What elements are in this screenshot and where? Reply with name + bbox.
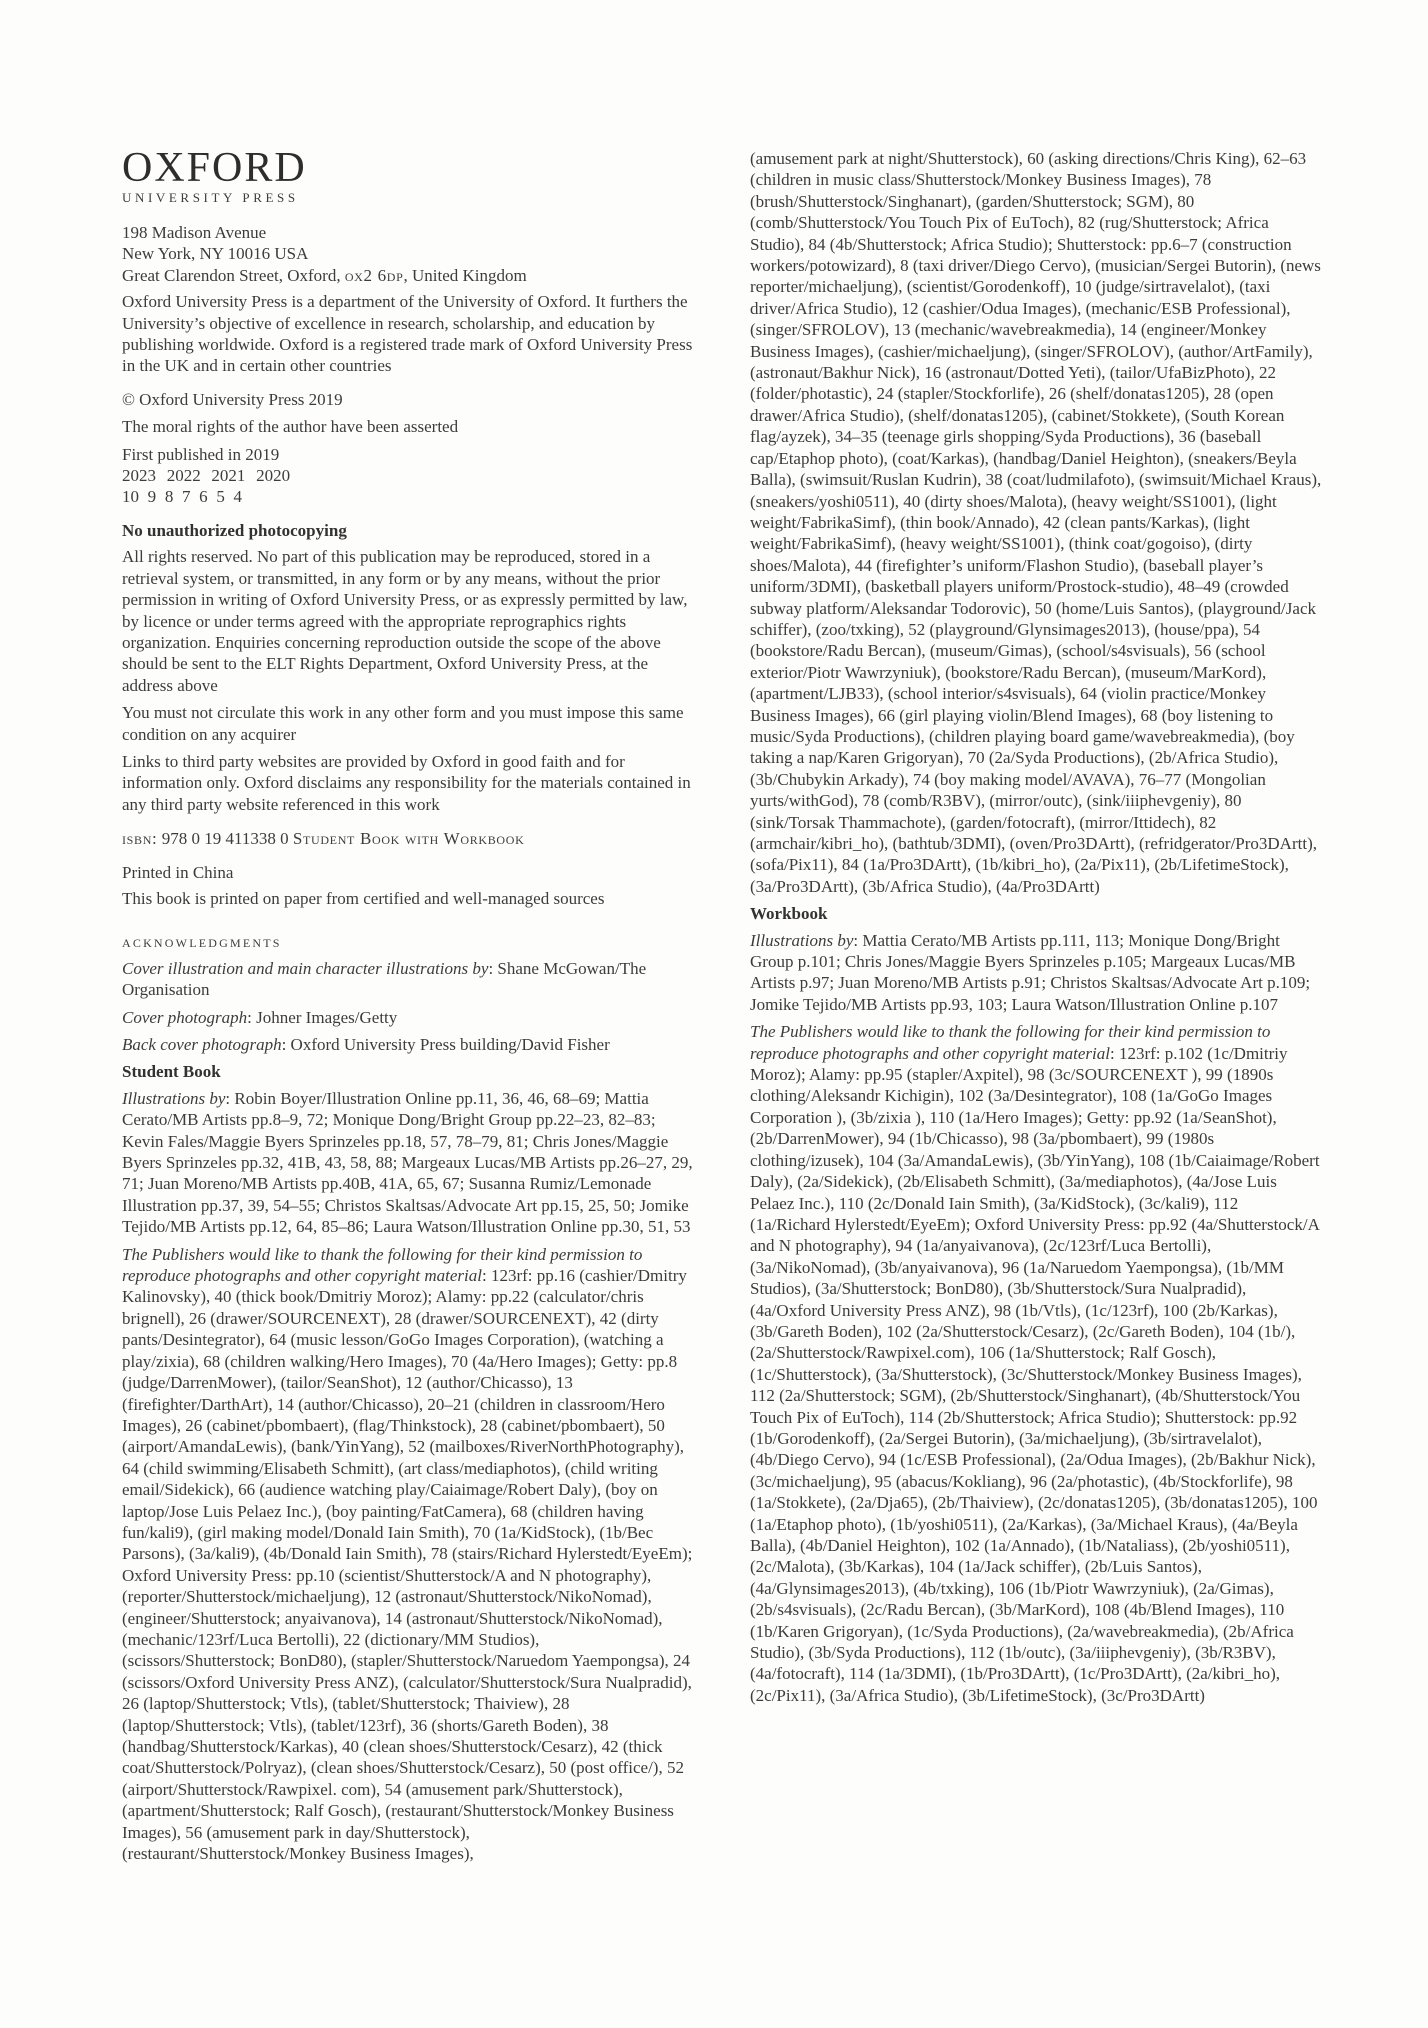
cover-photograph-credit (122, 1007, 694, 1028)
isbn-number: 978 0 19 411338 0 (157, 829, 293, 849)
postcode: ox2 6dp (344, 265, 404, 285)
printed-in-line: Printed in China (122, 862, 234, 882)
address-line-3: Great Clarendon Street, Oxford, (122, 265, 345, 285)
back-cover-photograph-credit (122, 1034, 694, 1055)
address-line-3-end: , United Kingdom (403, 265, 527, 285)
cover-illustration-label: Cover illustration and main character illustrations by (122, 958, 489, 978)
rights-reserved-paragraph: All rights reserved. No part of this publication may be reproduced, stored in a retrieval system, or transmitted, in any form or by any means, without the prior permission in writing of Oxford University Press, or as expressly permitted by law, by licence or under terms agreed with the appropriate reprographics rights organization. Enquiries concerning reproduction outside the scope of the above should be sent to the ELT Rights Department, Oxford University Press, at the address above (122, 547, 688, 695)
isbn-book-title: Student Book with Workbook (292, 829, 525, 849)
logo-subtitle: UNIVERSITY PRESS (122, 190, 299, 205)
workbook-photo-credits (750, 1021, 1322, 1706)
publishers-thanks-label: The Publishers would like to thank the following for their kind permission to reproduce photographs and other copyright material (122, 1244, 643, 1286)
logo-wordmark: OXFORD (122, 145, 307, 191)
illustrations-by-value: : Robin Boyer/Illustration Online pp.11, 36, 46, 68–69; Mattia Cerato/MB Artists pp.8–9, 72; Monique Dong/Bright Group pp.22–23, 82–83; Kevin Fales/Maggie Byers Sprinzeles pp.18, 57, 78–79, 81; Chris Jones/Maggie Byers Sprinzeles pp.32, 41B, 43, 58, 88; Margeaux Lucas/MB Artists pp.26–27, 29, 71; Juan Moreno/MB Artists pp.40B, 41A, 65, 67; Susanna Rumiz/Lemonade Illustration pp.37, 39, 54–55; Christos Skaltsas/Advocate Art pp.15, 25, 50; Jomike Tejido/MB Artists pp.12, 64, 85–86; Laura Watson/Illustration Online pp.30, 51, 53 (122, 1088, 693, 1237)
workbook-illustrations-credit (750, 930, 1322, 1016)
copyright-notice: © Oxford University Press 2019 (122, 389, 343, 409)
years-line: 2023 2022 2021 2020 (122, 466, 291, 486)
cover-illustration-credit (122, 958, 694, 1001)
illustrations-by-label: Illustrations by (122, 1088, 226, 1108)
department-paragraph: Oxford University Press is a department of the University of Oxford. It furthers the University’s objective of excellence in research, scholarship, and education by publishing worldwide. Oxford is a registered trade mark of Oxford University Press in the UK and in certain other countries (122, 292, 693, 376)
third-party-links-paragraph: Links to third party websites are provided by Oxford in good faith and for information only. Oxford disclaims any responsibility for the materials contained in any third party website referenced in this work (122, 751, 691, 814)
impression-line: 10 9 8 7 6 5 4 (122, 487, 243, 507)
workbook-publishers-label: The Publishers would like to thank the following for their kind permission to reproduce photographs and other copyright material (750, 1022, 1271, 1063)
cover-illustration-value: : Shane McGowan/The Organisation (122, 958, 647, 1000)
workbook-heading: Workbook (750, 904, 828, 924)
edition-block (122, 444, 694, 508)
oxford-university-press-logo (122, 145, 694, 205)
student-book-illustrations-credit (122, 1088, 694, 1238)
two-column-layout (122, 145, 1328, 1864)
workbook-illustrations-value: : Mattia Cerato/MB Artists pp.111, 113; Monique Dong/Bright Group p.101; Chris Jones/Maggie Byers Sprinzeles p.105; Margeaux Lucas/MB Artists p.97; Juan Moreno/MB Artists p.91; Christos Skaltsas/Advocate Art p.109; Jomike Tejido/MB Artists pp.93, 103; Laura Watson/Illustration Online p.107 (750, 930, 1311, 1014)
photocopy-heading: No unauthorized photocopying (122, 520, 347, 540)
moral-rights-line: The moral rights of the author have been asserted (122, 417, 459, 437)
first-published-line: First published in 2019 (122, 444, 280, 464)
cover-photograph-label: Cover photograph (122, 1007, 248, 1027)
acknowledgments-heading: acknowledgments (122, 932, 282, 952)
address-line-1: 198 Madison Avenue (122, 223, 267, 242)
workbook-illustrations-label: Illustrations by (750, 930, 854, 950)
address-line-2: New York, NY 10016 USA (122, 244, 309, 264)
workbook-publishers-value: : 123rf: p.102 (1c/Dmitriy Moroz); Alamy: pp.95 (stapler/Axpitel), 98 (3c/SOURCENEXT ), 99 (1890s clothing/Aleksandr Kichigin), 102 (3a/Desintegrator), 108 (1a/GoGo Images Corporation ), (3b/zixia ), 110 (1a/Hero Images); Getty: pp.92 (1a/SeanShot), (2b/DarrenMower), 94 (1b/Chicasso), 98 (3a/pbombaert), 99 (1980s clothing/izusek), 104 (3a/AmandaLewis), (3b/YinYang), 108 (1b/Caiaimage/Robert Daly), (2a/Sidekick), (2b/Elisabeth Schmitt), (3a/mediaphotos), (4a/Jose Luis Pelaez Inc.), 110 (2c/Donald Iain Smith), (3a/KidStock), (3c/kali9), 112 (1a/Richard Hylerstedt/EyeEm); Oxford University Press: pp.92 (4a/Shutterstock/A and N photography), 94 (1a/anyaivanova), (2c/123rf/Luca Bertolli), (3a/NikoNomad), (3b/anyaivanova), 96 (1a/Naruedom Yaempongsa), (1b/MM Studios), (3a/Shutterstock; BonD80), (3b/Shutterstock/Sura Nualpradid), (4a/Oxford University Press ANZ), 98 (1b/Vtls), (1c/123rf), 100 (2b/Karkas), (3b/Gareth Boden), 102 (2a/Shutterstock/Cesarz), (2c/Gareth Boden), 104 (1b/), (2a/Shutterstock/Rawpixel.com), 106 (1a/Shutterstock; Ralf Gosch), (1c/Shutterstock), (3a/Shutterstock), (3c/Shutterstock/Monkey Business Images), 112 (2a/Shutterstock; SGM), (2b/Shutterstock/Singhanart), (4b/Shutterstock/You Touch Pix of EuToch), 114 (2b/Shutterstock; Africa Studio); Shutterstock: pp.92 (1b/Gorodenkoff), (2a/Sergei Butorin), (3a/michaeljung), (3b/sirtravelalot), (4b/Diego Cervo), 94 (1c/ESB Professional), (2a/Odua Images), (2b/Bakhur Nick), (3c/michaeljung), 95 (abacus/Kokliang), 96 (2a/photastic), (4b/Stockforlife), 98 (1a/Stokkete), (2a/Dja65), (2b/Thaiview), (2c/donatas1205), (3b/donatas1205), 100 (1a/Etaphop photo), (1b/yoshi0511), (2a/Karkas), (3a/Michael Kraus), (4a/Beyla Balla), (4b/Daniel Heighton), 102 (1a/Annado), (1b/Nataliass), (2b/yoshi0511), (2c/Malota), (3b/Karkas), 104 (1a/Jack schiffer), (2b/Luis Santos), (4a/Glynsimages2013), (4b/txking), 106 (1b/Piotr Wawrzyniuk), (2a/Gimas), (2b/s4svisuals), (2c/Radu Bercan), (3b/MarKord), 108 (4b/Blend Images), 110 (1b/Karen Grigoryan), (1c/Syda Productions), (2a/wavebreakmedia), (2b/Africa Studio), (3b/Syda Productions), 112 (1b/outc), (3a/iiiphevgeniy), (3b/R3BV), (4a/fotocraft), 114 (1a/3DMI), (1b/Pro3DArtt), (1c/Pro3DArtt), (2a/kibri_ho), (2c/Pix11), (3a/Africa Studio), (3b/LifetimeStock), (3c/Pro3DArtt) (750, 1043, 1320, 1705)
isbn-label: isbn: (122, 829, 158, 849)
student-book-heading: Student Book (122, 1062, 221, 1082)
paper-source-line: This book is printed on paper from certified and well-managed sources (122, 888, 605, 908)
cover-photograph-value: : Johner Images/Getty (247, 1007, 398, 1027)
back-cover-value: : Oxford University Press building/David Fisher (281, 1035, 610, 1054)
right-column (750, 148, 1322, 1706)
publisher-address (122, 222, 694, 286)
back-cover-label: Back cover photograph (122, 1035, 282, 1054)
left-column (122, 145, 694, 1864)
circulation-paragraph: You must not circulate this work in any other form and you must impose this same condition on any acquirer (122, 703, 684, 744)
student-book-photo-credits-continued: (amusement park at night/Shutterstock), 60 (asking directions/Chris King), 62–63 (children in music class/Shutterstock/Monkey Business Images), 78 (brush/Shutterstock/Singhanart), (garden/Shutterstock; SGM), 80 (comb/Shutterstock/You Touch Pix of EuToch), 82 (rug/Shutterstock; Africa Studio), 84 (4b/Shutterstock; Africa Studio); Shutterstock: pp.6–7 (construction workers/potowizard), 8 (taxi driver/Diego Cervo), (musician/Sergei Butorin), (news reporter/michaeljung), (scientist/Gorodenkoff), 10 (judge/sirtravelalot), (taxi driver/Africa Studio), 12 (cashier/Odua Images), (mechanic/ESB Professional), (singer/SFROLOV), 13 (mechanic/wavebreakmedia), 14 (engineer/Monkey Business Images), (cashier/michaeljung), (singer/SFROLOV), (author/ArtFamily), (astronaut/Bakhur Nick), 16 (astronaut/Dotted Yeti), (tailor/UfaBizPhoto), 22 (folder/photastic), 24 (stapler/Stockforlife), 26 (shelf/donatas1205), 28 (open drawer/Africa Studio), (shelf/donatas1205), (cabinet/Stokkete), (South Korean flag/ayzek), 34–35 (teenage girls shopping/Syda Productions), 36 (baseball cap/Etaphop photo), (coat/Karkas), (handbag/Daniel Heighton), (sneakers/Beyla Balla), (swimsuit/Ruslan Kudrin), 38 (coat/ludmilafoto), (swimsuit/Michael Kraus), (sneakers/yoshi0511), 40 (dirty shoes/Malota), (heavy weight/SS1001), (light weight/FabrikaSimf), (thin book/Annado), 42 (clean pants/Karkas), (light weight/FabrikaSimf), (heavy weight/SS1001), (think coat/gogoiso), (dirty shoes/Malota), 44 (firefighter’s uniform/Flashon Studio), (baseball player’s uniform/3DMI), (basketball players uniform/Prostock-studio), 48–49 (crowded subway platform/Aleksandar Todorovic), 50 (home/Luis Santos), (playground/Jack schiffer), (zoo/txking), 52 (playground/Glynsimages2013), (house/ppa), 54 (bookstore/Radu Bercan), (museum/Gimas), (school/s4svisuals), 56 (school exterior/Piotr Wawrzyniuk), (bookstore/Radu Bercan), (museum/MarKord), (apartment/LJB33), (school interior/s4svisuals), 64 (violin practice/Monkey Business Images), 66 (girl playing violin/Blend Images), 68 (boy listening to music/Syda Productions), (children playing board game/wavebreakmedia), (boy taking a nap/Karen Grigoryan), 70 (2a/Syda Productions), (2b/Africa Studio), (3b/Chubykin Arkady), 74 (boy making model/AVAVA), 76–77 (Mongolian yurts/withGod), 78 (comb/R3BV), (mirror/outc), (sink/iiiphevgeniy), 80 (sink/Torsak Thammachote), (garden/fotocraft), (mirror/Ittidech), 82 (armchair/kibri_ho), (bathtub/3DMI), (oven/Pro3DArtt), (refridgerator/Pro3DArtt), (sofa/Pix11), 84 (1a/Pro3DArtt), (1b/kibri_ho), (2a/Pix11), (2b/LifetimeStock), (3a/Pro3DArtt), (3b/Africa Studio), (4a/Pro3DArtt) (750, 149, 1322, 896)
isbn-line (122, 828, 694, 849)
student-book-photo-credits (122, 1244, 694, 1865)
publishers-thanks-value: : 123rf: pp.16 (cashier/Dmitry Kalinovsky), 40 (thick book/Dmitriy Moroz); Alamy: pp.22 (calculator/chris brignell), 26 (drawer/SOURCENEXT), 28 (drawer/SOURCENEXT), 42 (dirty pants/Desintegrator), 64 (music lesson/GoGo Images Corporation), (watching a play/zixia), 68 (children walking/Hero Images), 70 (4a/Hero Images); Getty: pp.8 (judge/DarrenMower), (tailor/SeanShot), 12 (author/Chicasso), 13 (firefighter/DarthArt), 14 (author/Chicasso), 20–21 (children in classroom/Hero Images), 26 (cabinet/pbombaert), (flag/Thinkstock), 28 (cabinet/pbombaert), 50 (airport/AmandaLewis), (bank/YinYang), 52 (mailboxes/RiverNorthPhotography), 64 (child swimming/Elisabeth Schmitt), (art class/mediaphotos), (child writing email/Sidekick), 66 (audience watching play/Caiaimage/Robert Daly), (boy on laptop/Jose Luis Pelaez Inc.), (boy painting/FatCamera), 68 (children having fun/kali9), (girl making model/Donald Iain Smith), 70 (1a/KidStock), (1b/Bec Parsons), (3a/kali9), (4b/Donald Iain Smith), 78 (stairs/Richard Hylerstedt/EyeEm); Oxford University Press: pp.10 (scientist/Shutterstock/A and N photography), (reporter/Shutterstock/michaeljung), 12 (astronaut/Shutterstock/NikoNomad), (engineer/Shutterstock; anyaivanova), 14 (astronaut/Shutterstock/NikoNomad), (mechanic/123rf/Luca Bertolli), 22 (dictionary/MM Studios), (scissors/Shutterstock; BonD80), (stapler/Shutterstock/Naruedom Yaempongsa), 24 (scissors/Oxford University Press ANZ), (calculator/Shutterstock/Sura Nualpradid), 26 (laptop/Shutterstock; Vtls), (tablet/Shutterstock; Thaiview), 28 (laptop/Shutterstock; Vtls), (tablet/123rf), 36 (shorts/Gareth Boden), 38 (handbag/Shutterstock/Karkas), 40 (clean shoes/Shutterstock/Cesarz), 42 (thick coat/Shutterstock/Polryaz), (clean shoes/Shutterstock/Cesarz), 50 (post office/), 52 (airport/Shutterstock/Rawpixel. com), 54 (amusement park/Shutterstock), (apartment/Shutterstock; Ralf Gosch), (restaurant/Shutterstock/Monkey Business Images), 56 (amusement park in day/Shutterstock), (restaurant/Shutterstock/Monkey Business Images), (122, 1266, 693, 1864)
